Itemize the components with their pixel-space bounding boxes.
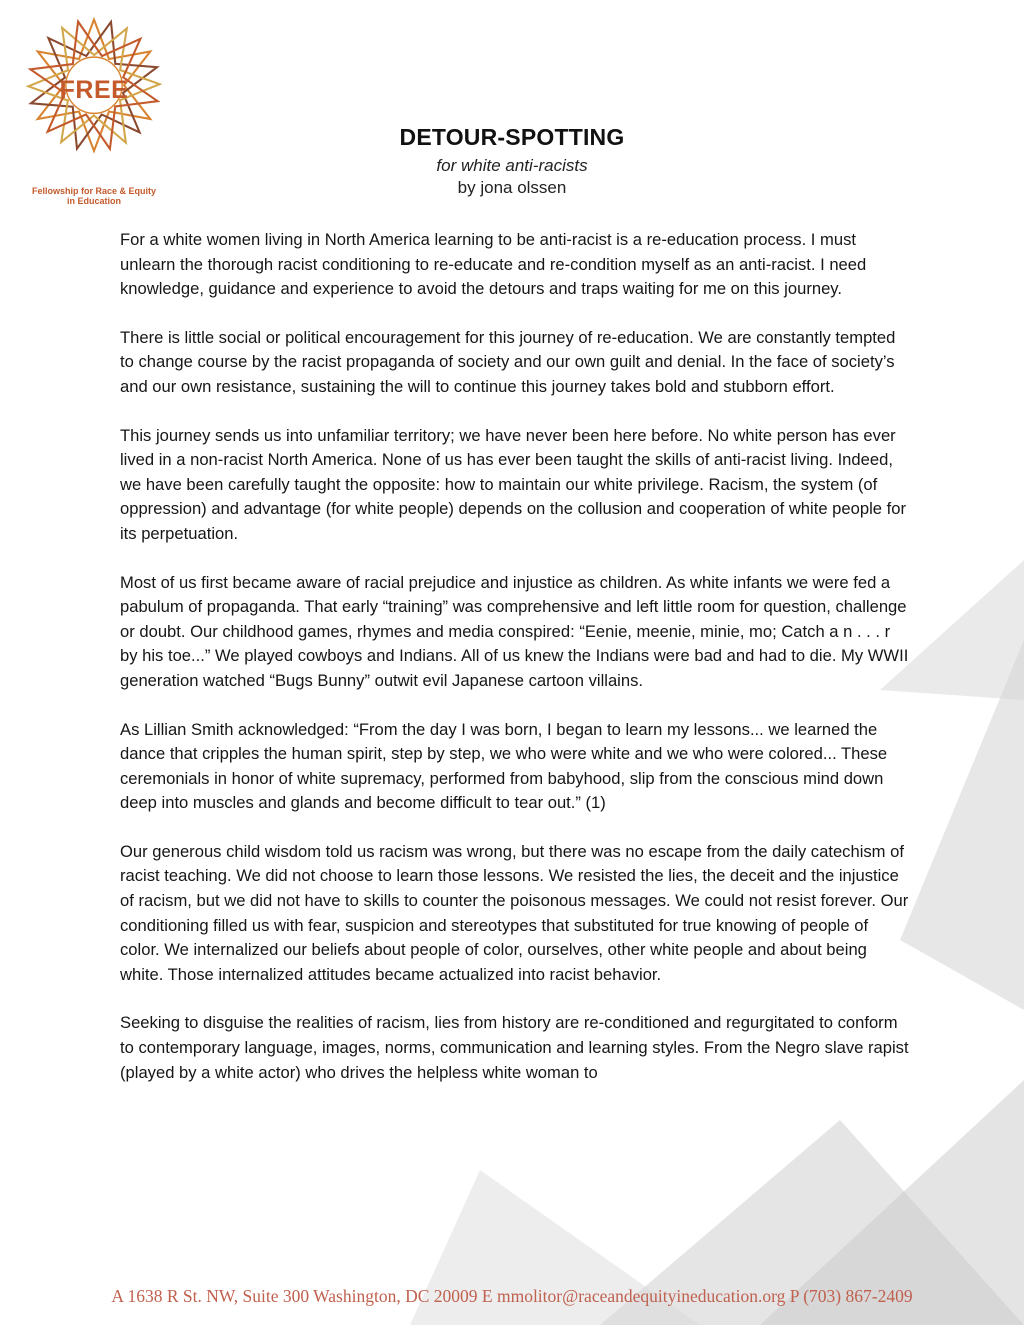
- document-subtitle: for white anti-racists: [436, 156, 588, 175]
- paragraph: For a white women living in North America learning to be anti-racist is a re-education process. I must unlearn the thorough racist conditioning to re-educate and re-condition myself as an anti-racist. I need knowledge, guidance and experience to avoid the detours and traps waiting for me on this journey.: [120, 230, 867, 299]
- footer-phone: P (703) 867-2409: [789, 1286, 913, 1306]
- footer-address: A 1638 R St. NW, Suite 300 Washington, DC 20009: [111, 1286, 478, 1306]
- logo-wordmark: FREE: [59, 76, 129, 104]
- paragraph: Our generous child wisdom told us racism was wrong, but there was no escape from the daily catechism of racist teaching. We did not choose to learn those lessons. We resisted the lies, the deceit and the injustice of racism, but we did not have to skills to counter the poisonous messages. We could not resist forever. Our conditioning filled us with fear, suspicion and stereotypes that substituted for true knowing of people of color. We internalized our beliefs about people of color, ourselves, other white people and about being white. Those internalized attitudes became actualized into racist behavior.: [120, 841, 909, 984]
- document-body: [120, 228, 910, 1109]
- footer-email[interactable]: E mmolitor@raceandequityineducation.org: [481, 1286, 786, 1306]
- paragraph: As Lillian Smith acknowledged: “From the day I was born, I began to learn my lessons... we learned the dance that cripples the human spirit, step by step, we who were white and we who were colored... These ceremonials in honor of white supremacy, performed from babyhood, slip from the conscious mind down deep into muscles and glands and become difficult to tear out.” (1): [120, 719, 888, 813]
- document-title: DETOUR-SPOTTING: [399, 124, 625, 150]
- document-header: [0, 122, 1024, 199]
- paragraph: Seeking to disguise the realities of racism, lies from history are re-conditioned and regurgitated to conform to contemporary language, images, norms, communication and learning styles. From the Negro slave rapist (played by a white actor) who drives the helpless white woman to: [120, 1013, 909, 1082]
- page-footer: [0, 1286, 1024, 1307]
- paragraph: Most of us first became aware of racial prejudice and injustice as children. As white infants we were fed a pabulum of propaganda. That early “training” was comprehensive and left little room for question, challenge or doubt. Our childhood games, rhymes and media conspired: “Eenie, meenie, minie, mo; Catch a n . . . r by his toe...” We played cowboys and Indians. All of us knew the Indians were bad and had to die. My WWII generation watched “Bugs Bunny” outwit evil Japanese cartoon villains.: [120, 572, 909, 690]
- paragraph: This journey sends us into unfamiliar territory; we have never been here before. No white person has ever lived in a non-racist North America. None of us has ever been taught the skills of anti-racist living. Indeed, we have been carefully taught the opposite: how to maintain our white privilege. Racism, the system (of oppression) and advantage (for white people) depends on the collusion and cooperation of white people for its perpetuation.: [120, 425, 906, 543]
- author-byline: by jona olssen: [457, 178, 567, 197]
- logo-caption-line1: Fellowship for Race & Equity: [31, 186, 157, 196]
- logo-caption-line2: in Education: [67, 196, 121, 206]
- paragraph: There is little social or political encouragement for this journey of re-education. We are constantly tempted to change course by the racist propaganda of society and our own guilt and denial. In the face of society’s and our own resistance, sustaining the will to continue this journey takes bold and stubborn effort.: [120, 327, 896, 396]
